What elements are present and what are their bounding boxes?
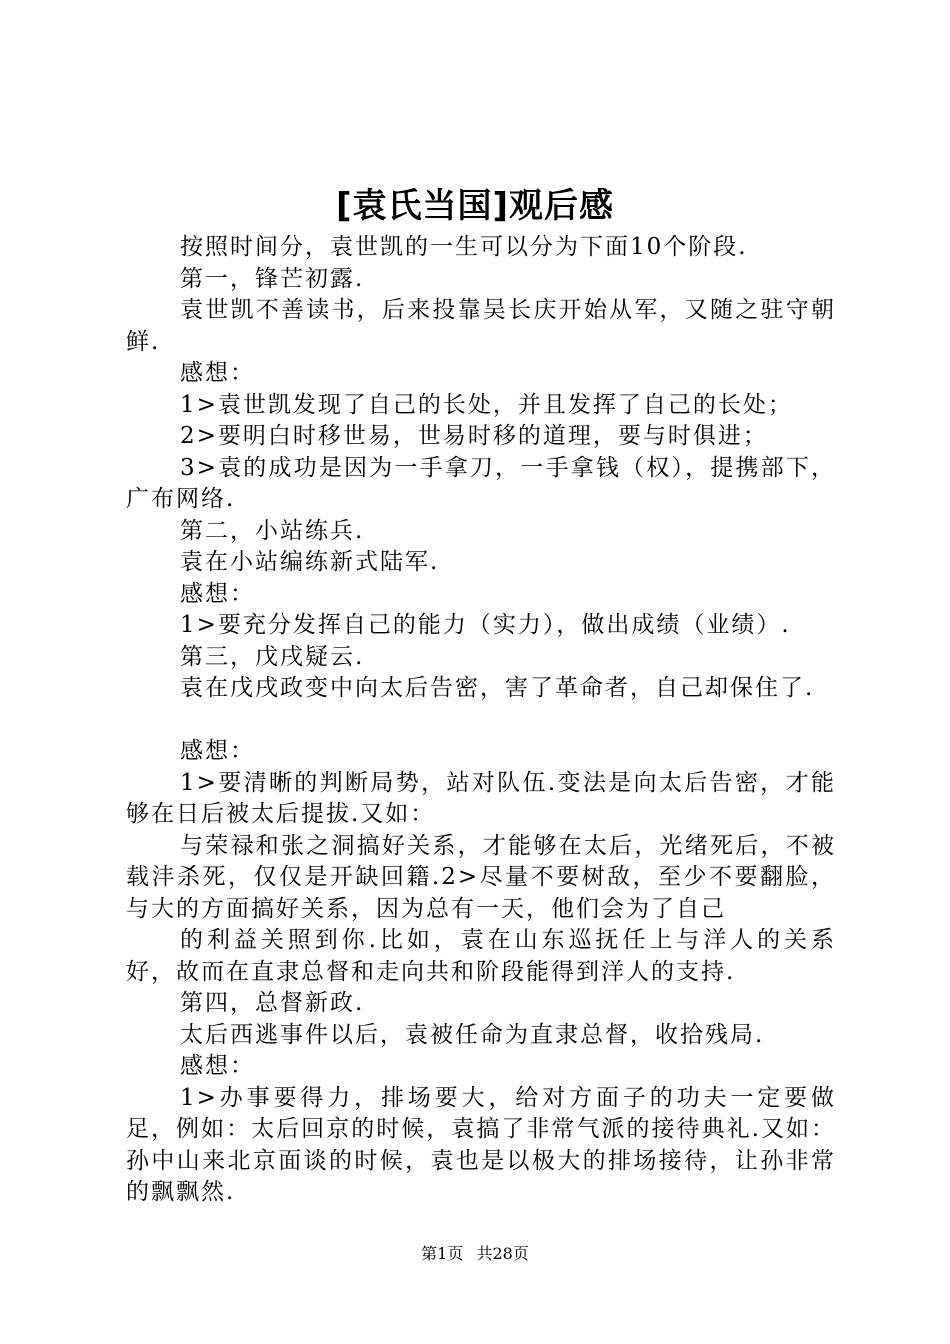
paragraph: 2>要明白时移世易，世易时移的道理，要与时俱进；	[180, 423, 768, 449]
page-footer	[0, 1243, 950, 1265]
section-heading: 第二，小站练兵.	[180, 517, 365, 544]
paragraph: 1>办事要得力，排场要大，给对方面子的功夫一定要做足，例如：太后回京的时候，袁搞了非常气派的接待典礼.又如：孙中山来北京面谈的时候，袁也是以极大的排场接待，让孙非常的飘飘然.	[126, 1084, 836, 1205]
paragraph: 与荣禄和张之洞搞好关系，才能够在太后，光绪死后，不被载沣杀死，仅仅是开缺回籍.2>尽量不要树敌，至少不要翻脸，与大的方面搞好关系，因为总有一天，他们会为了自己	[126, 832, 836, 922]
section-heading: 第四，总督新政.	[180, 990, 365, 1016]
paragraph: 感想：	[180, 360, 255, 386]
paragraph: 1>要清晰的判断局势，站对队伍.变法是向太后告密，才能够在日后被太后提拔.又如：	[126, 769, 836, 827]
document-title: [袁氏当国]观后感	[335, 186, 615, 226]
blank-line	[126, 705, 836, 737]
paragraph: 太后西逃事件以后，袁被任命为直隶总督，收拾残局.	[180, 1021, 765, 1048]
paragraph: 的利益关照到你.比如，袁在山东巡抚任上与洋人的关系好，故而在直隶总督和走向共和阶段能得到洋人的支持.	[126, 927, 836, 985]
document-body	[126, 232, 836, 1209]
paragraph: 按照时间分，袁世凯的一生可以分为下面10个阶段.	[180, 234, 748, 260]
paragraph: 袁世凯不善读书，后来投靠吴长庆开始从军，又随之驻守朝鲜.	[126, 297, 836, 355]
paragraph: 1>袁世凯发现了自己的长处，并且发挥了自己的长处；	[180, 391, 793, 418]
paragraph: 3>袁的成功是因为一手拿刀，一手拿钱（权），提携部下，广布网络.	[126, 454, 836, 512]
paragraph: 袁在戊戌政变中向太后告密，害了革命者，自己却保住了.	[180, 675, 815, 701]
paragraph: 袁在小站编练新式陆军.	[180, 549, 440, 575]
page-number: 第1页	[421, 1244, 464, 1263]
paragraph: 感想：	[180, 738, 255, 764]
section-heading: 第一，锋芒初露.	[180, 265, 365, 292]
paragraph: 感想：	[180, 580, 255, 607]
paragraph: 感想：	[180, 1053, 255, 1079]
page-total: 共28页	[476, 1244, 529, 1263]
section-heading: 第三，戊戌疑云.	[180, 643, 365, 670]
paragraph: 1>要充分发挥自己的能力（实力），做出成绩（业绩）.	[180, 612, 791, 638]
